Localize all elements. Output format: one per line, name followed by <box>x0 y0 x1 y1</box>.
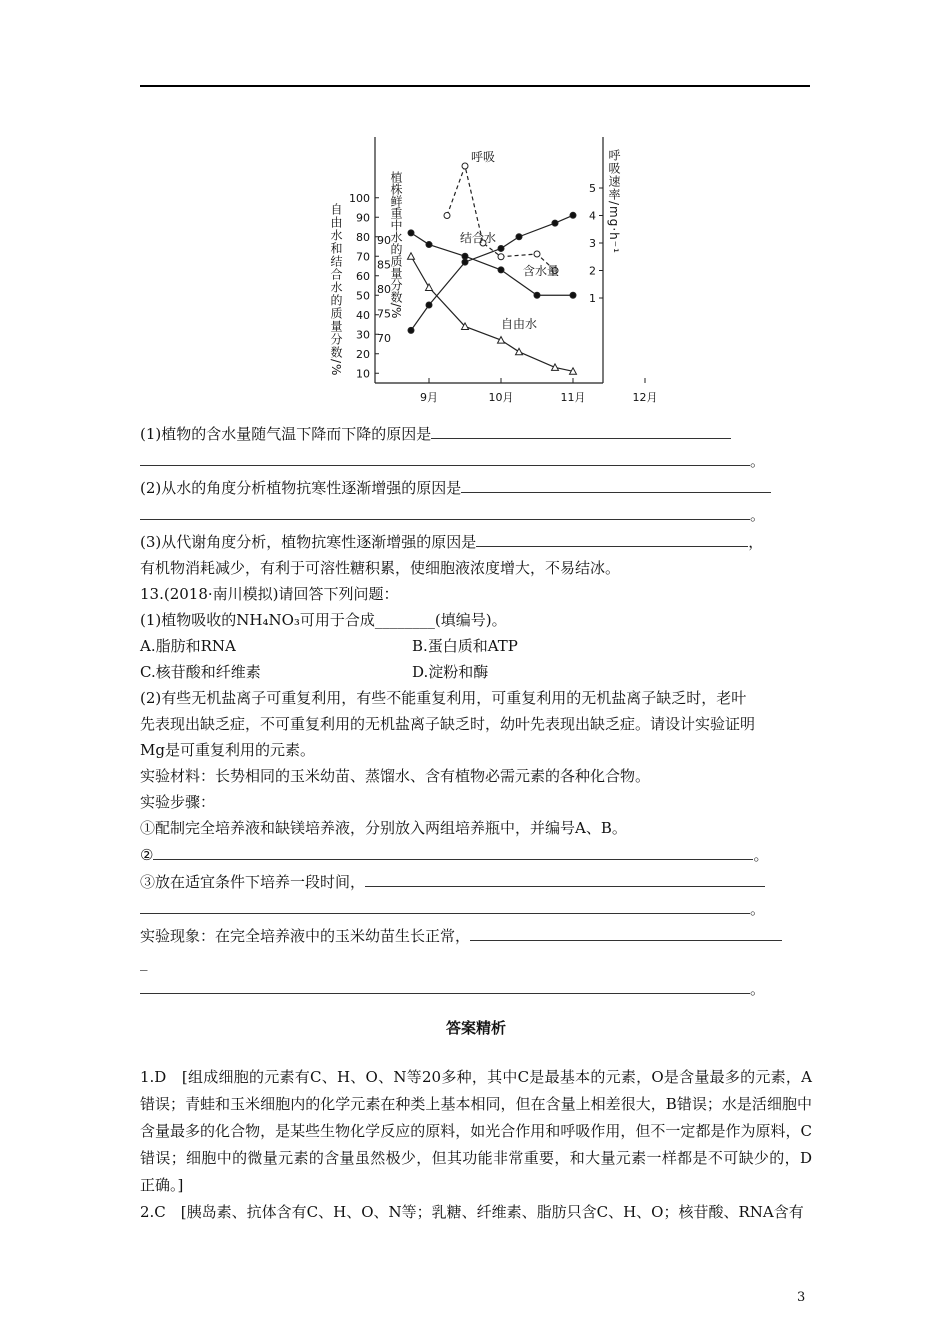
right-tick-label: 4 <box>589 209 596 223</box>
answers-title: 答案精析 <box>445 1019 506 1037</box>
x-tick-label: 12月 <box>632 391 658 404</box>
label-huxi: 呼吸 <box>471 150 496 164</box>
answers-section <box>140 1015 812 1226</box>
middle-tick-label: 75 <box>377 307 391 321</box>
data-point <box>516 348 523 355</box>
x-axis-ticks <box>420 378 658 404</box>
data-point <box>426 302 432 308</box>
data-point <box>534 292 540 298</box>
data-point <box>408 327 414 333</box>
water-respiration-chart <box>320 125 658 410</box>
option-a[interactable]: A.脂肪和RNA <box>140 637 236 655</box>
phenomenon-cont-line: 。 <box>140 975 812 1002</box>
options-row-2 <box>140 659 812 685</box>
q12-2-cont-line: 。 <box>140 501 812 528</box>
data-point <box>498 254 504 260</box>
phenomenon-dash: _ <box>140 953 148 971</box>
middle-axis-title: 植株鲜重中水的质量分数/% <box>389 171 403 319</box>
steps-title: 实验步骤： <box>140 793 216 811</box>
data-point <box>408 253 415 260</box>
answer-blank[interactable] <box>431 420 731 439</box>
left-tick-label: 80 <box>356 230 370 244</box>
answer-1: 1.D [组成细胞的元素有C、H、O、N等20多种，其中C是最基本的元素，O是含量最多的元素，A错误；青蛙和玉米细胞内的化学元素在种类上基本相同，但在含量上相差很大，B错误；水是活细胞中含量最多的化合物，是某些生物化学反应的原料，如光合作用和呼吸作用，但不一定都是作为原料，C错误；细胞中的微量元素的含量虽然极少，但其功能非常重要，和大量元素一样都是不可缺少的，D正确。] <box>140 1068 812 1194</box>
data-point <box>516 234 522 240</box>
header-rule <box>140 85 810 87</box>
right-axis-ticks <box>589 182 603 305</box>
step-2-line: ② 。 <box>140 841 812 868</box>
q13-2-line1: (2)有些无机盐离子可重复利用，有些不能重复利用，可重复利用的无机盐离子缺乏时，老叶 <box>140 689 747 707</box>
q12-1-line: (1)植物的含水量随气温下降而下降的原因是 <box>140 420 812 447</box>
chart-axes <box>375 137 603 383</box>
x-tick-label: 9月 <box>420 391 438 404</box>
right-tick-label: 3 <box>589 237 596 250</box>
middle-tick-label: 85 <box>377 258 391 272</box>
data-point <box>552 220 558 226</box>
right-tick-label: 1 <box>589 292 596 305</box>
data-point <box>426 284 433 291</box>
data-point <box>570 292 576 298</box>
questions-section <box>140 420 812 1002</box>
right-tick-label: 2 <box>589 264 596 278</box>
left-tick-label: 70 <box>356 250 370 264</box>
data-point <box>534 251 540 257</box>
answer-blank[interactable] <box>470 922 782 941</box>
answer-2: 2.C [胰岛素、抗体含有C、H、O、N等；乳糖、纤维素、脂肪只含C、H、O；核苷酸、RNA含有 <box>140 1203 804 1221</box>
left-tick-label: 10 <box>356 367 370 381</box>
q13-2-line3: Mg是可重复利用的元素。 <box>140 741 315 759</box>
middle-tick-label: 70 <box>377 332 391 345</box>
materials: 实验材料：长势相同的玉米幼苗、蒸馏水、含有植物必需元素的各种化合物。 <box>140 767 651 785</box>
left-tick-label: 30 <box>356 328 370 342</box>
data-point <box>498 337 505 344</box>
answer-blank[interactable] <box>153 841 753 860</box>
q12-3-line: (3)从代谢角度分析，植物抗寒性逐渐增强的原因是 ， <box>140 528 812 555</box>
option-d[interactable]: D.淀粉和酶 <box>412 663 489 681</box>
answer-blank[interactable] <box>365 868 765 887</box>
page-number: 3 <box>797 1290 806 1305</box>
left-tick-label: 90 <box>356 211 370 225</box>
left-tick-label: 100 <box>349 191 370 205</box>
data-point <box>498 245 504 251</box>
answer-blank[interactable] <box>140 447 750 466</box>
option-b[interactable]: B.蛋白质和ATP <box>412 637 518 655</box>
q12-2-line: (2)从水的角度分析植物抗寒性逐渐增强的原因是 <box>140 474 812 501</box>
left-tick-label: 20 <box>356 347 370 361</box>
step-1: ①配制完全培养液和缺镁培养液，分别放入两组培养瓶中，并编号A、B。 <box>140 819 627 837</box>
answer-blank[interactable] <box>476 528 748 547</box>
middle-tick-label: 90 <box>377 234 391 247</box>
q13-title: 13.(2018·南川模拟)请回答下列问题： <box>140 585 399 603</box>
left-tick-label: 50 <box>356 289 370 303</box>
data-point <box>444 213 450 219</box>
x-tick-label: 10月 <box>488 391 514 404</box>
label-ziyou: 自由水 <box>501 317 538 331</box>
middle-tick-label: 80 <box>377 283 391 296</box>
data-point <box>462 253 468 259</box>
answer-blank[interactable] <box>140 895 750 914</box>
left-tick-label: 40 <box>356 308 370 322</box>
data-point <box>462 259 468 265</box>
label-jiehe: 结合水 <box>460 231 497 245</box>
q12-1-cont-line: 。 <box>140 447 812 474</box>
x-tick-label: 11月 <box>560 391 586 404</box>
q13-2-line2: 先表现出缺乏症，不可重复利用的无机盐离子缺乏时，幼叶先表现出缺乏症。请设计实验证明 <box>140 715 756 733</box>
q13-1: (1)植物吸收的NH₄NO₃可用于合成________(填编号)。 <box>140 611 507 629</box>
q12-3-cont: 有机物消耗减少，有利于可溶性糖积累，使细胞液浓度增大，不易结冰。 <box>140 559 621 577</box>
left-tick-label: 60 <box>356 269 370 283</box>
left-axis-title: 自由水和结合水的质量分数/% <box>329 203 343 377</box>
option-c[interactable]: C.核苷酸和纤维素 <box>140 663 261 681</box>
answer-blank[interactable] <box>140 501 750 520</box>
right-axis-title: 呼吸速率/mg·h⁻¹ <box>607 149 621 254</box>
phenomenon-line: 实验现象：在完全培养液中的玉米幼苗生长正常， <box>140 922 812 949</box>
data-point <box>498 267 504 273</box>
step-3-cont-line: 。 <box>140 895 812 922</box>
step-3-line: ③放在适宜条件下培养一段时间， <box>140 868 812 895</box>
options-row-1 <box>140 633 812 659</box>
data-point <box>552 364 559 371</box>
data-point <box>426 242 432 248</box>
right-tick-label: 5 <box>589 182 596 195</box>
data-point <box>570 212 576 218</box>
answer-blank[interactable] <box>461 474 771 493</box>
answer-blank[interactable] <box>140 975 750 994</box>
label-hanshui: 含水量 <box>523 264 560 278</box>
data-point <box>408 230 414 236</box>
data-point <box>462 163 468 169</box>
